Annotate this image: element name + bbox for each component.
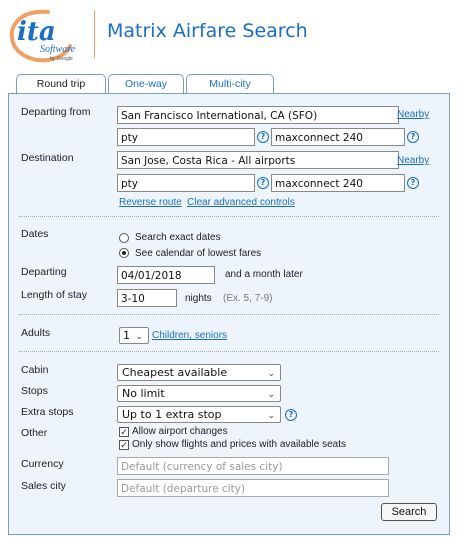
currency-label: Currency: [21, 458, 64, 470]
stops-select-value: No limit: [122, 387, 165, 400]
cabin-label: Cabin: [21, 364, 49, 376]
departing-date-suffix: and a month later: [225, 269, 303, 280]
children-seniors-link[interactable]: Children, seniors: [152, 330, 228, 341]
stops-select[interactable]: [117, 385, 281, 402]
stops-label: Stops: [21, 385, 48, 397]
page-title: Matrix Airfare Search: [107, 20, 308, 42]
calendar-lowest-fares-radio[interactable]: [119, 248, 129, 258]
destination-nearby-link[interactable]: Nearby: [397, 155, 430, 166]
search-button[interactable]: Search: [381, 503, 437, 521]
ita-software-logo: [8, 6, 86, 64]
origin-code-input[interactable]: pty: [117, 128, 255, 146]
other-label: Other: [21, 427, 48, 439]
destination-airport-input[interactable]: San Jose, Costa Rica - All airports: [117, 151, 399, 169]
length-of-stay-label: Length of stay: [21, 289, 87, 301]
tab-one-way[interactable]: One-way: [108, 74, 184, 93]
search-form-panel: [8, 93, 450, 535]
section-divider: [19, 351, 439, 352]
calendar-lowest-fares-label: See calendar of lowest fares: [135, 248, 262, 259]
exact-dates-radio[interactable]: [119, 233, 129, 243]
reverse-route-link[interactable]: Reverse route: [119, 197, 182, 208]
extra-stops-select-value: Up to 1 extra stop: [122, 408, 222, 421]
allow-airport-changes-label: Allow airport changes: [132, 426, 228, 437]
allow-airport-changes-checkbox[interactable]: ✓: [120, 427, 128, 437]
svg-text:by Google: by Google: [50, 56, 73, 62]
origin-code-help-icon[interactable]: ?: [257, 131, 269, 143]
departing-date-input[interactable]: 04/01/2018: [117, 266, 215, 284]
sales-city-label: Sales city: [21, 480, 66, 492]
tab-multi-city[interactable]: Multi-city: [186, 74, 274, 93]
length-of-stay-hint: (Ex. 5, 7-9): [223, 293, 273, 304]
destination-label: Destination: [21, 152, 74, 164]
svg-text:ita: ita: [17, 17, 56, 47]
length-of-stay-input[interactable]: 3-10: [117, 289, 177, 307]
length-of-stay-unit: nights: [185, 293, 212, 304]
adults-select-value: 1: [123, 329, 130, 342]
departing-label: Departing: [21, 266, 67, 278]
svg-text:Software: Software: [40, 44, 76, 55]
destination-routing-input[interactable]: maxconnect 240: [271, 174, 405, 192]
cabin-select-value: Cheapest available: [122, 366, 228, 379]
available-seats-checkbox[interactable]: ✓: [120, 440, 128, 450]
chevron-down-icon: ⌄: [267, 389, 275, 399]
destination-code-input[interactable]: pty: [117, 174, 255, 192]
departing-from-label: Departing from: [21, 106, 91, 118]
chevron-down-icon: ⌄: [135, 331, 143, 341]
destination-code-help-icon[interactable]: ?: [257, 177, 269, 189]
origin-nearby-link[interactable]: Nearby: [397, 109, 430, 120]
extra-stops-label: Extra stops: [21, 406, 74, 418]
currency-input[interactable]: Default (currency of sales city): [117, 457, 389, 475]
chevron-down-icon: ⌄: [267, 368, 275, 378]
destination-routing-help-icon[interactable]: ?: [407, 177, 419, 189]
origin-airport-input[interactable]: San Francisco International, CA (SFO): [117, 106, 399, 124]
cabin-select[interactable]: [117, 364, 281, 381]
available-seats-label: Only show flights and prices with available seats: [132, 439, 346, 450]
chevron-down-icon: ⌄: [267, 410, 275, 420]
section-divider: [19, 314, 439, 315]
origin-routing-input[interactable]: maxconnect 240: [271, 128, 405, 146]
extra-stops-help-icon[interactable]: ?: [285, 409, 297, 421]
header-divider: [94, 10, 95, 58]
adults-select[interactable]: [119, 327, 149, 344]
extra-stops-select[interactable]: [117, 406, 281, 423]
dates-label: Dates: [21, 228, 49, 240]
tab-round-trip[interactable]: Round trip: [16, 74, 106, 94]
sales-city-input[interactable]: Default (departure city): [117, 479, 389, 497]
adults-label: Adults: [21, 327, 51, 339]
clear-advanced-controls-link[interactable]: Clear advanced controls: [187, 197, 295, 208]
origin-routing-help-icon[interactable]: ?: [407, 131, 419, 143]
exact-dates-label: Search exact dates: [135, 232, 221, 243]
section-divider: [19, 216, 439, 217]
